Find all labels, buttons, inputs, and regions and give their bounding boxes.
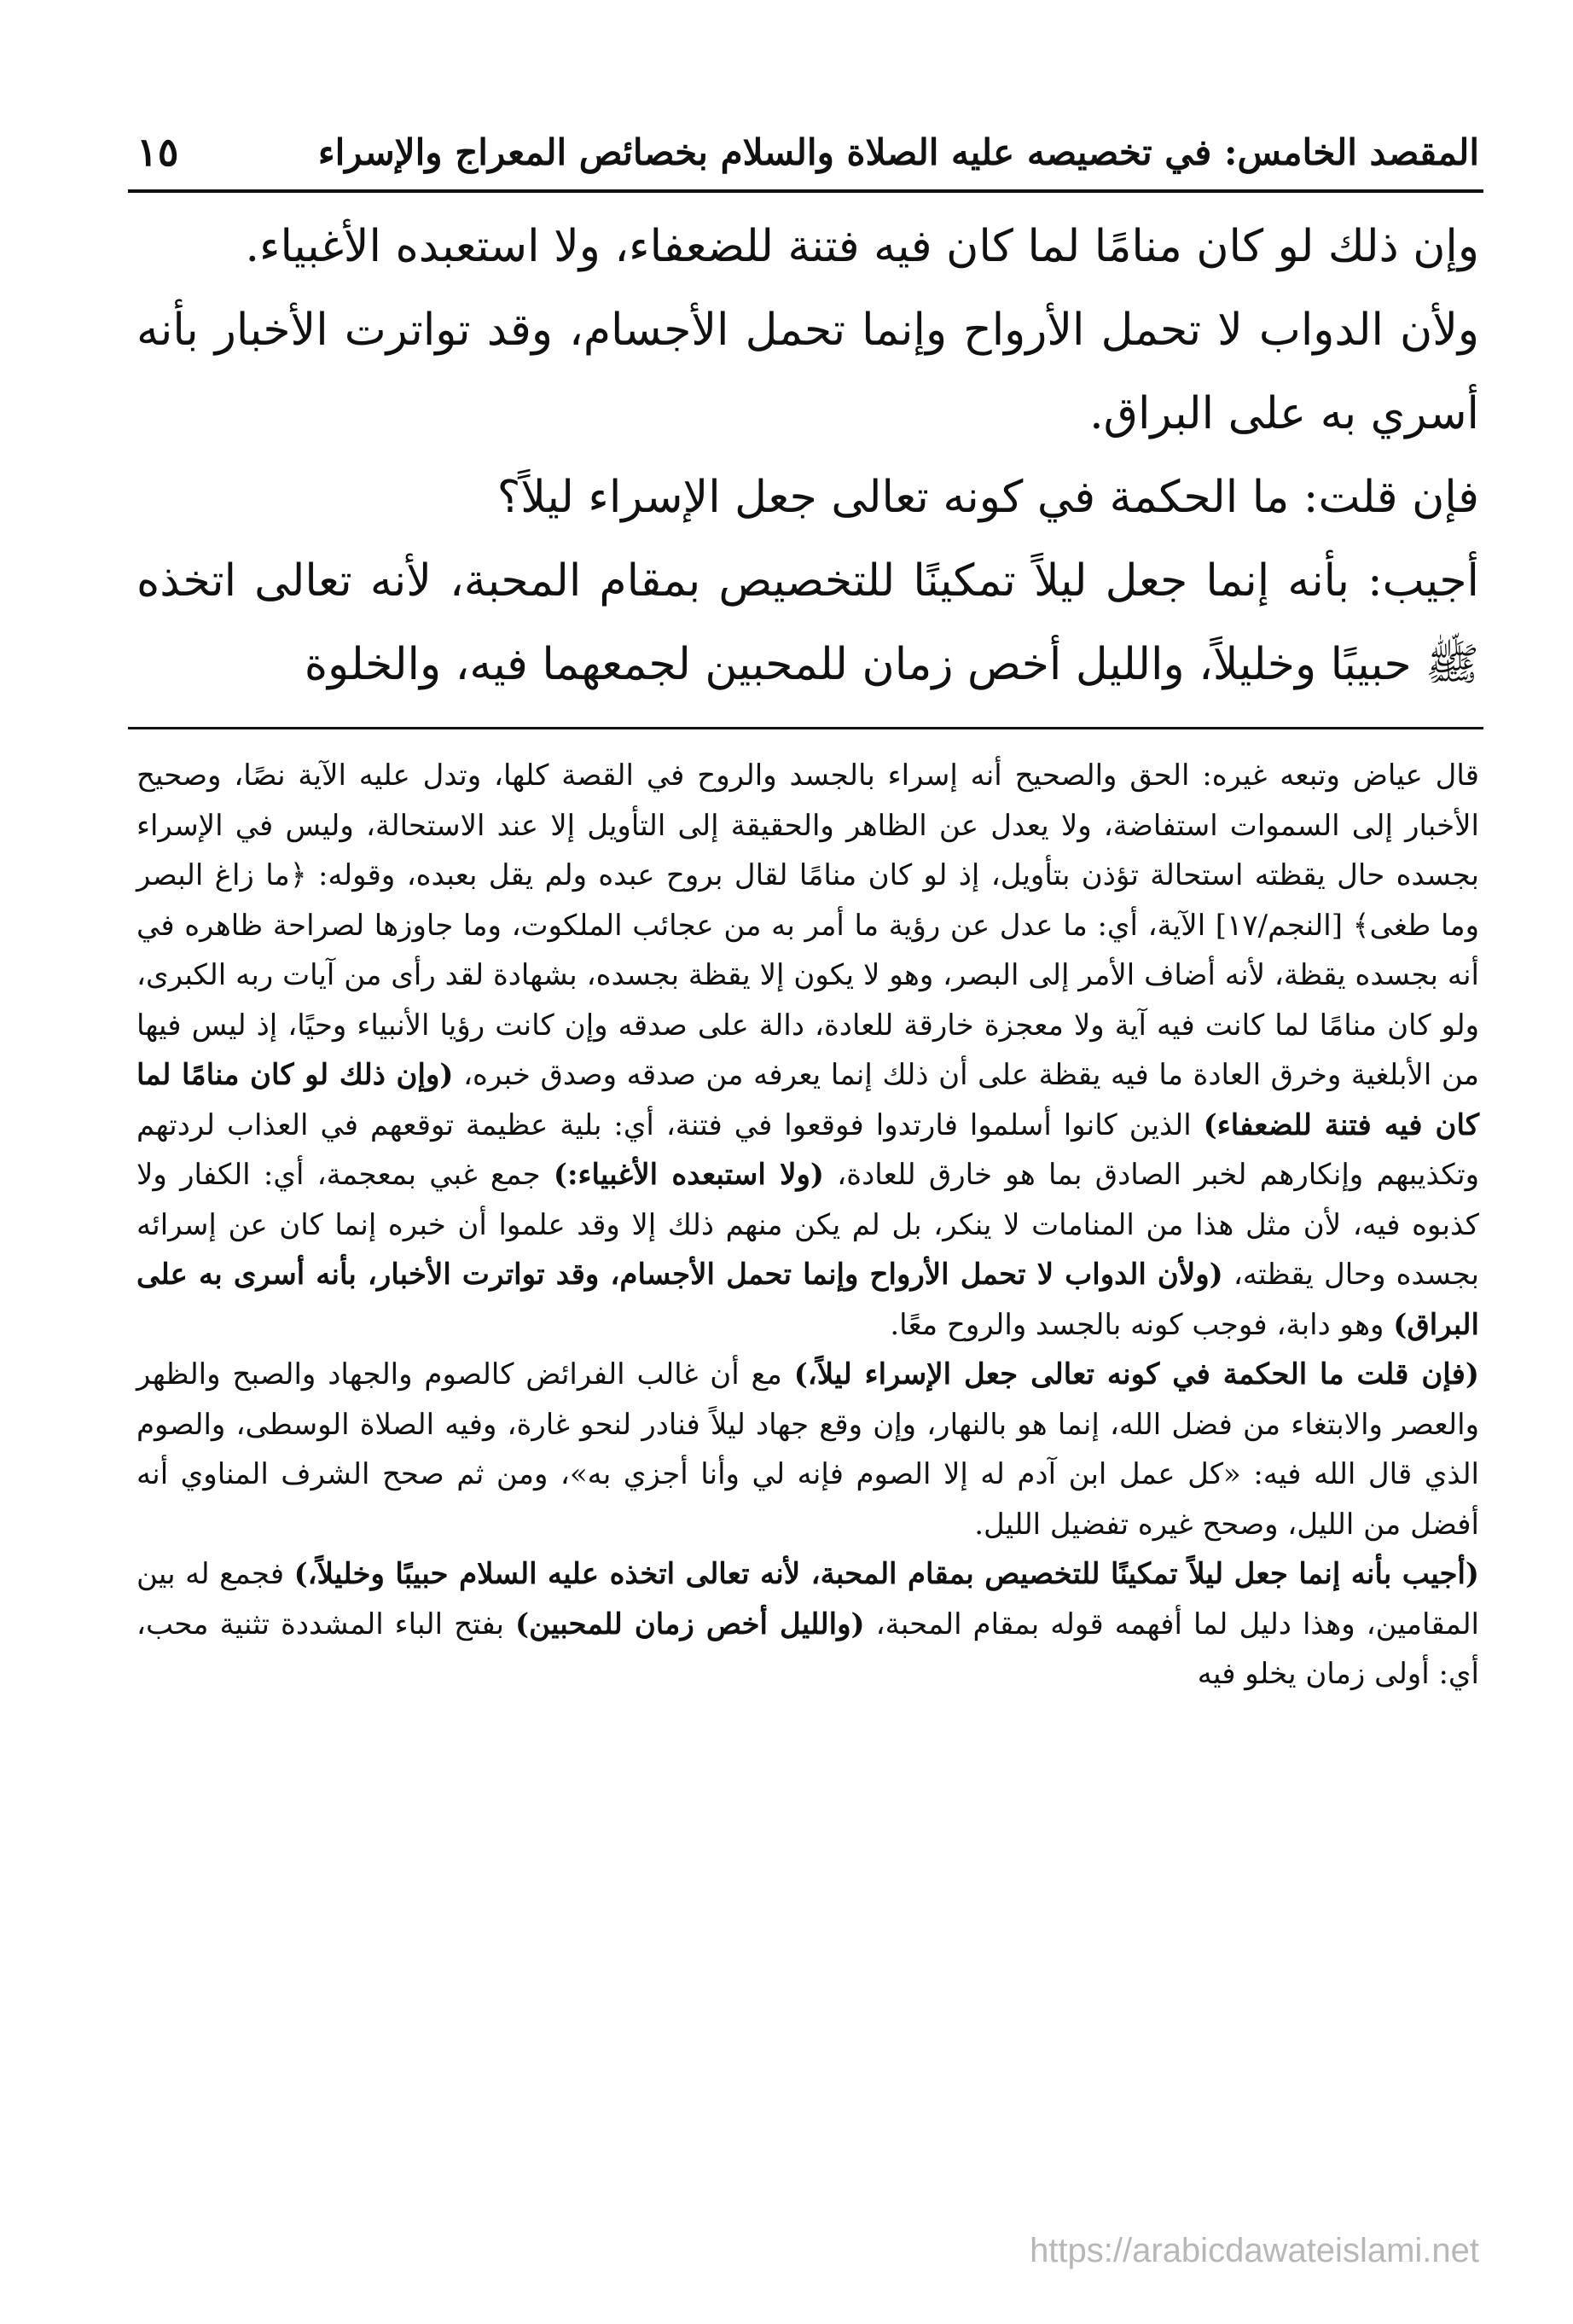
quoted-text: (والليل أخص زمان للمحبين) [515, 1606, 865, 1641]
commentary-text: الذين كانوا أسلموا فارتدوا فوقعوا في فتنة، أي: بلية عظيمة توقعهم في العذاب لردتهم وتكذيبهم وإنكارهم لخبر الصادق بما هو خارق للعادة، [136, 1107, 1479, 1192]
commentary-text: وهو دابة، فوجب كونه بالجسد والروح معًا. [890, 1307, 1384, 1342]
commentary-text: بفتح الباء المشددة تثنية محب، أي: أولى زمان يخلو فيه [136, 1606, 1479, 1691]
commentary-paragraph [136, 751, 1479, 1350]
commentary-paragraph [136, 1549, 1479, 1699]
main-paragraph: وإن ذلك لو كان منامًا لما كان فيه فتنة للضعفاء، ولا استعبده الأغبياء. [245, 221, 1479, 272]
commentary-text: فجمع له بين المقامين، وهذا دليل لما أفهمه قوله بمقام المحبة، [136, 1557, 1479, 1641]
quoted-text: (ولأن الدواب لا تحمل الأرواح وإنما تحمل الأجسام، وقد تواترت الأخبار، بأنه أسرى به على البراق) [136, 1258, 1479, 1342]
quoted-text: (أجيب بأنه إنما جعل ليلاً تمكينًا للتخصيص بمقام المحبة، لأنه تعالى اتخذه عليه السلام حبيبًا وخليلاً،) [293, 1557, 1479, 1591]
commentary [136, 751, 1479, 1699]
quoted-text: (فإن قلت ما الحكمة في كونه تعالى جعل الإسراء ليلاً،) [793, 1357, 1479, 1391]
page-number: ١٥ [136, 129, 179, 175]
quoted-text: (ولا استبعده الأغبياء:) [553, 1158, 825, 1192]
footnote-separator [128, 727, 1483, 729]
commentary-text: جمع غبي بمعجمة، أي: الكفار ولا كذبوه فيه، لأن مثل هذا من المنامات لا ينكر، بل لم يكن منهم ذلك إلا وقد علموا أن خبره إنما كان عن إسرائه بجسده وحال يقظته، [136, 1158, 1480, 1292]
commentary-paragraph [136, 1350, 1479, 1549]
commentary-text: قال عياض وتبعه غيره: الحق والصحيح أنه إسراء بالجسد والروح في القصة كلها، وتدل عليه الآية نصًا، وصحيح الأخبار إلى السموات استفاضة، ولا يعدل عن الظاهر والحقيقة إلى التأويل إلا عند الاستحالة، وليس في الإسراء بجسده حال يقظته استحالة تؤذن بتأويل، إذ لو كان منامًا لقال بروح عبده ولم يقل بعبده، وقوله: ﴿ما زاغ البصر وما طغى﴾ [النجم/١٧] الآية، أي: ما عدل عن رؤية ما أمر به من عجائب الملكوت، وما جاوزها لصراحة ظاهره في أنه بجسده يقظة، لأنه أضاف الأمر إلى البصر، وهو لا يكون إلا يقظة بجسده، بشهادة لقد رأى من آيات ربه الكبرى، ولو كان منامًا لما كانت فيه آية ولا معجزة خارقة للعادة، دالة على صدقه وإن كانت رؤيا الأنبياء وحيًا، إذ ليس فيها من الأبلغية وخرق العادة ما فيه يقظة على أن ذلك إنما يعرفه من صدقه وصدق خبره، [136, 758, 1479, 1092]
commentary-text: مع أن غالب الفرائض كالصوم والجهاد والصبح والظهر والعصر والابتغاء من فضل الله، إنما هو بالنهار، وإن وقع جهاد ليلاً فنادر لنحو غارة، وفيه الصلاة الوسطى، والصوم الذي قال الله فيه: «كل عمل ابن آدم له إلا الصوم فإنه لي وأنا أجزي به»، ومن ثم صحح الشرف المناوي أنه أفضل من الليل، وصحح غيره تفضيل الليل. [136, 1357, 1479, 1542]
quoted-text: (وإن ذلك لو كان منامًا لما كان فيه فتنة للضعفاء) [136, 1058, 1480, 1142]
running-header [136, 118, 1479, 186]
main-text [136, 205, 1479, 706]
header-rule [128, 189, 1483, 193]
main-paragraph: ولأن الدواب لا تحمل الأرواح وإنما تحمل الأجسام، وقد تواترت الأخبار بأنه أسري به على البراق. [136, 305, 1479, 439]
main-paragraph: فإن قلت: ما الحكمة في كونه تعالى جعل الإسراء ليلاً؟ [496, 472, 1479, 523]
watermark-url: https://arabicdawateislami.net [1030, 2232, 1479, 2269]
chapter-title: المقصد الخامس: في تخصيصه عليه الصلاة والسلام بخصائص المعراج والإسراء [317, 131, 1479, 173]
main-paragraph: أجيب: بأنه إنما جعل ليلاً تمكينًا للتخصيص بمقام المحبة، لأنه تعالى اتخذه ﷺ حبيبًا وخليلاً، والليل أخص زمان للمحبين لجمعهما فيه، والخلوة [136, 555, 1479, 690]
